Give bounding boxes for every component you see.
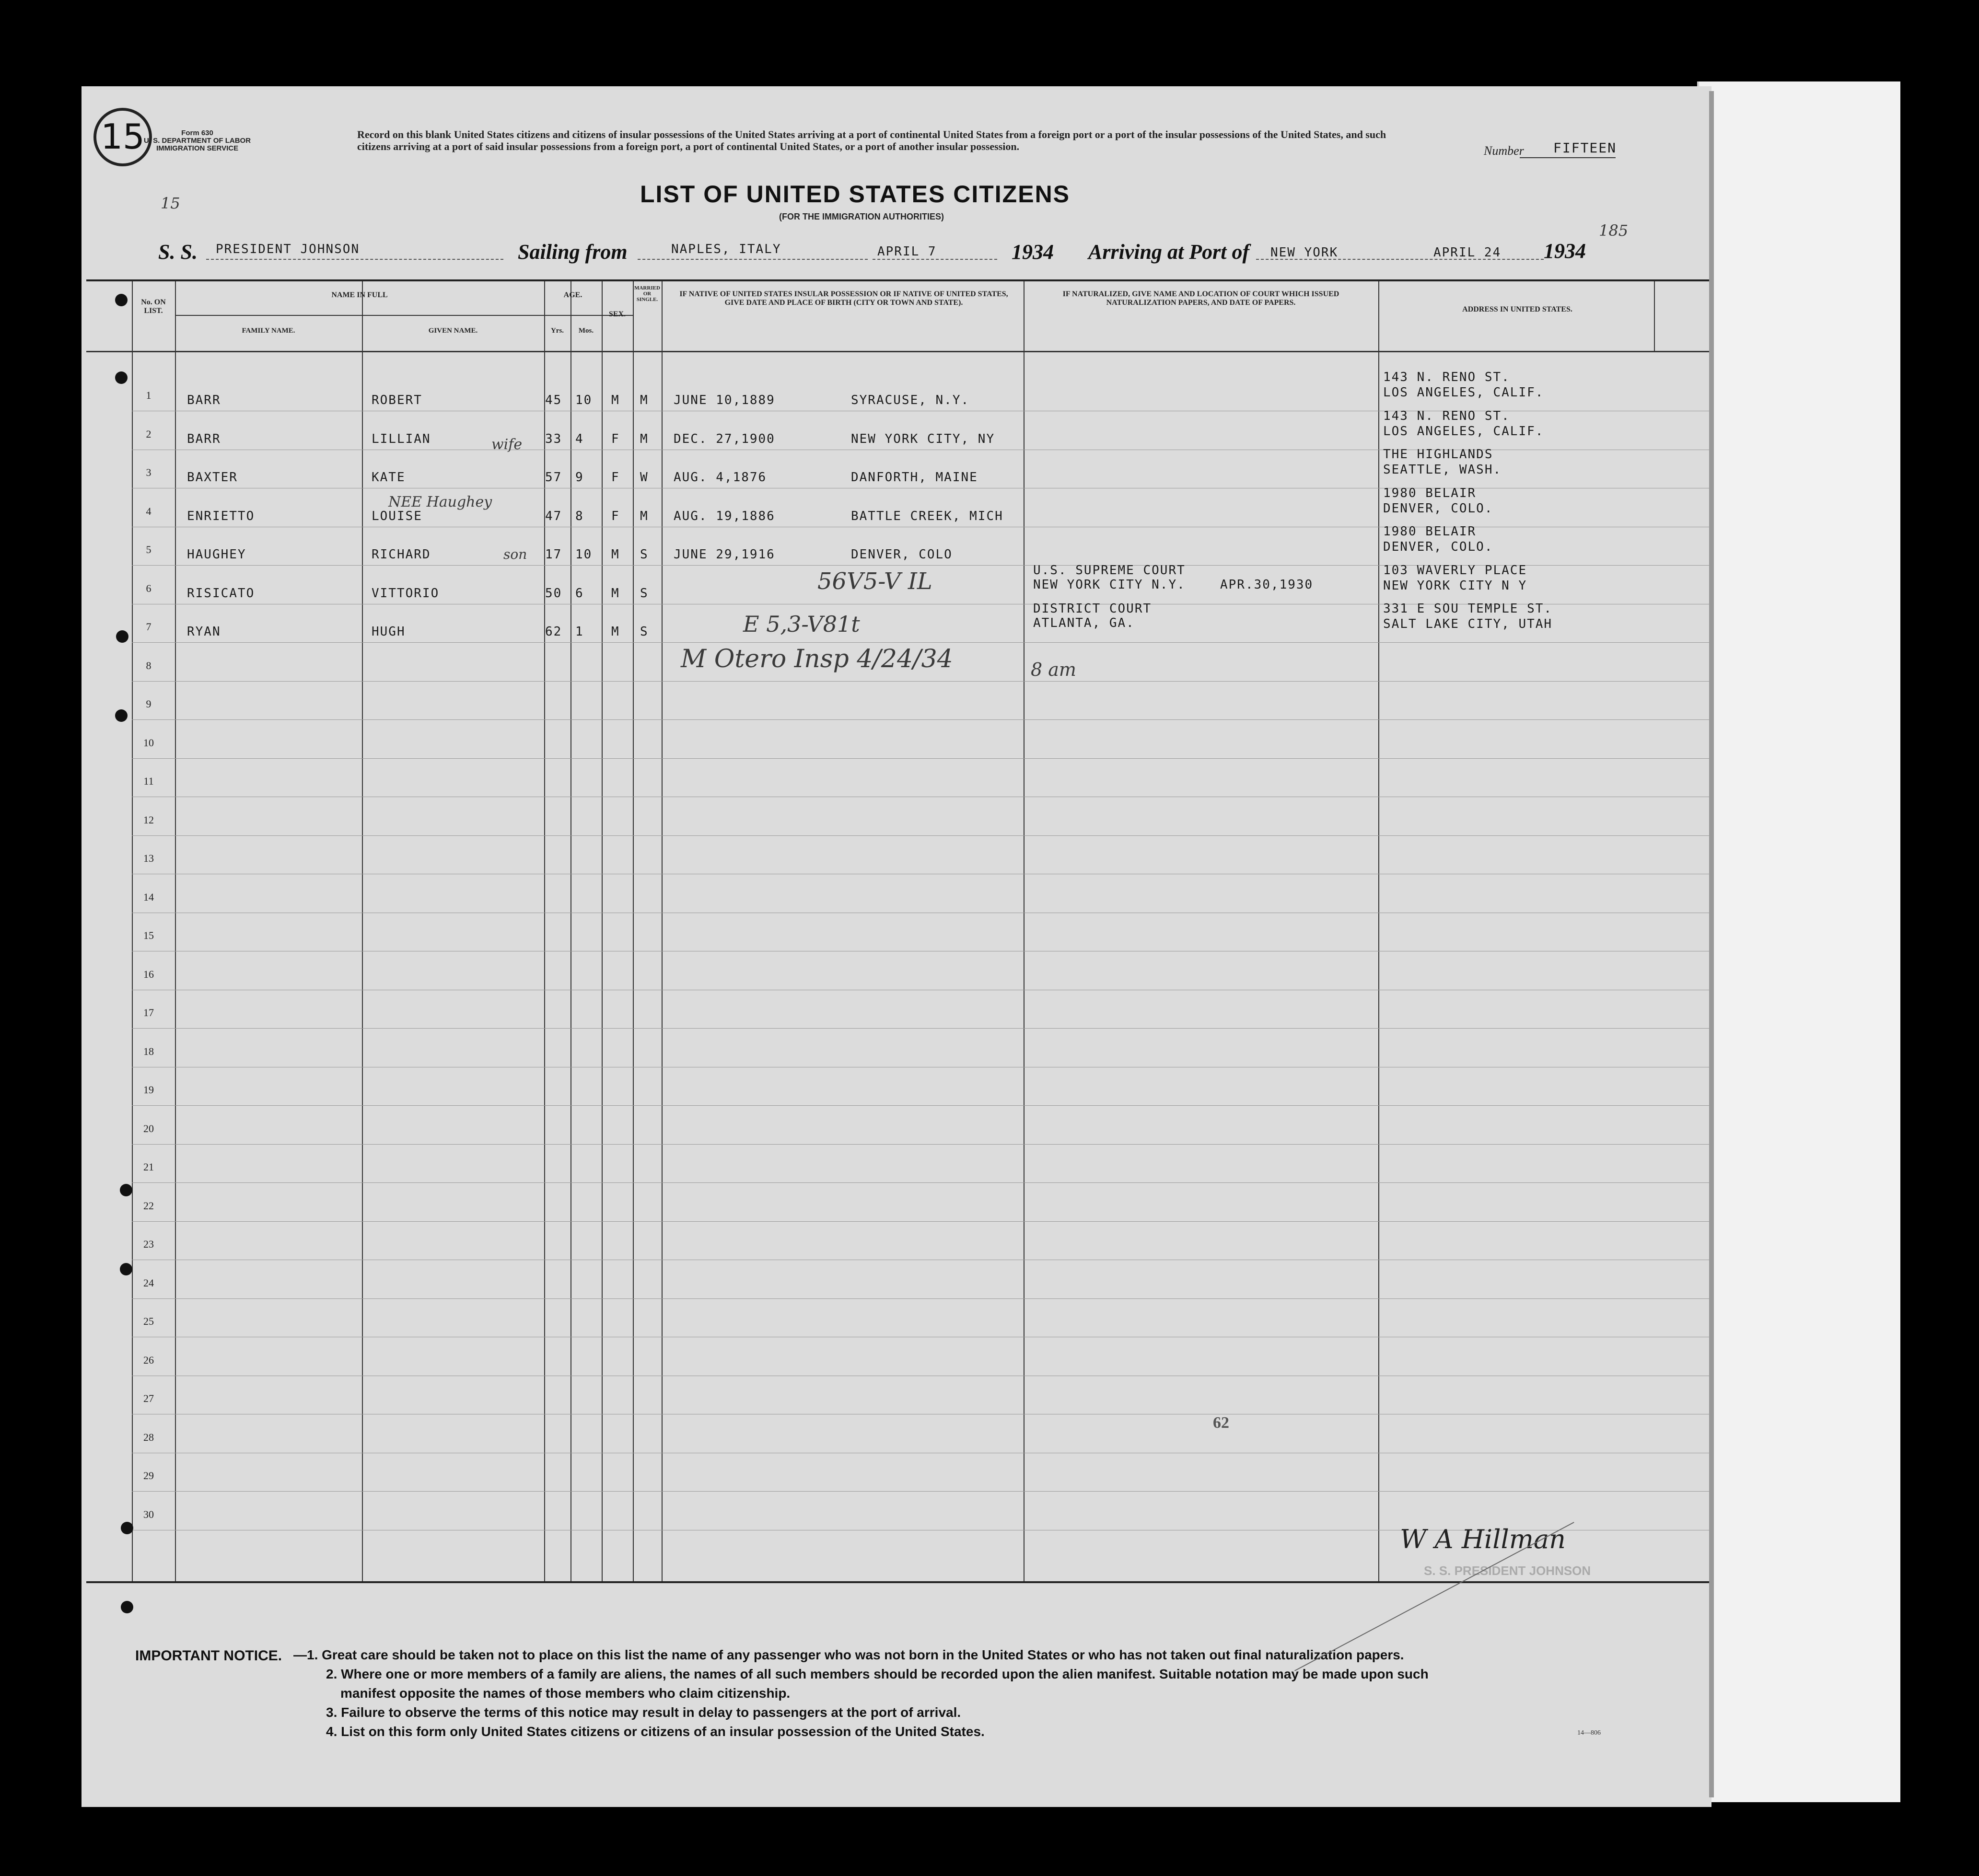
row-number: 5 (146, 544, 151, 556)
arrival-date: APRIL 24 (1433, 245, 1502, 260)
form-instructions: Record on this blank United States citizens and citizens of insular possessions of the United States arriving at a port of continental United States from a foreign port or a port of the insular possessions of the United States, and such citizens arriving at a port of said insular possessions from a foreign port, a port of continental United States, or a port of another insular possession. (357, 128, 1386, 152)
row-number: 15 (143, 929, 154, 941)
binder-hole (121, 1522, 133, 1534)
row-number: 27 (143, 1392, 154, 1404)
column-rule (1654, 281, 1655, 351)
col-header-address: ADDRESS IN UNITED STATES. (1462, 305, 1572, 313)
sheet-binding-edge (1709, 91, 1714, 1797)
binder-hole (121, 1601, 133, 1613)
given-name: LILLIAN (372, 431, 431, 446)
row-number: 2 (146, 428, 151, 440)
footer-form-code: 14—806 (1577, 1729, 1601, 1737)
column-rule (362, 281, 363, 1581)
address-line-1: 143 N. RENO ST. (1383, 370, 1510, 384)
birth-date: JUNE 29,1916 (674, 547, 775, 562)
row-rule (132, 642, 1709, 643)
row-number: 6 (146, 582, 151, 594)
sex: M (611, 547, 620, 562)
age-years: 62 (545, 625, 562, 639)
row-number: 10 (143, 736, 154, 749)
age-months: 8 (575, 509, 584, 523)
sex: M (611, 625, 620, 639)
col-header-sex: SEX. (608, 310, 626, 318)
court-location: NEW YORK CITY N.Y. (1033, 577, 1186, 592)
birth-place: SYRACUSE, N.Y. (851, 393, 970, 407)
row-rule (132, 719, 1709, 720)
column-rule (1378, 281, 1379, 1581)
page-stamp: 62 (1213, 1414, 1229, 1432)
col-header-married: MARRIED OR SINGLE. (634, 285, 660, 302)
birth-date: JUNE 10,1889 (674, 393, 775, 407)
row-rule (132, 1298, 1709, 1299)
col-header-naturalized: IF NATURALIZED, GIVE NAME AND LOCATION OF COURT WHICH ISSUED NATURALIZATION PAPERS, AND DATE OF PAPERS. (1062, 290, 1339, 307)
notice-title: IMPORTANT NOTICE. (135, 1648, 282, 1664)
row-number: 28 (143, 1431, 154, 1443)
marital-status: S (640, 547, 649, 562)
row-number: 16 (143, 968, 154, 980)
row-number: 20 (143, 1122, 154, 1135)
marital-status: M (640, 393, 649, 407)
age-years: 45 (545, 393, 562, 407)
given-name: RICHARD (372, 547, 431, 562)
form-identifier (144, 129, 251, 152)
column-rule (633, 281, 634, 1581)
circled-page-number: 15 (93, 108, 152, 166)
marital-status: M (640, 509, 649, 523)
binder-hole (115, 371, 128, 384)
row-number: 11 (143, 775, 154, 787)
family-name: HAUGHEY (187, 547, 246, 562)
binder-hole (115, 294, 128, 306)
row-number: 14 (143, 891, 154, 903)
marital-status: S (640, 586, 649, 601)
sex: M (611, 586, 620, 601)
birth-place: DANFORTH, MAINE (851, 470, 978, 485)
row-rule (132, 1221, 1709, 1222)
binder-hole (116, 630, 128, 643)
sailing-year: 1934 (1012, 240, 1054, 264)
birth-place: DENVER, COLO (851, 547, 953, 562)
col-header-family: FAMILY NAME. (242, 327, 295, 335)
address-line-2: DENVER, COLO. (1383, 540, 1493, 554)
naturalization-date: APR.30,1930 (1220, 577, 1314, 592)
ship-name: PRESIDENT JOHNSON (216, 242, 360, 256)
row-number: 22 (143, 1199, 154, 1212)
row-number: 8 (146, 659, 151, 672)
document-subtitle: (FOR THE IMMIGRATION AUTHORITIES) (779, 212, 944, 221)
binder-hole (115, 709, 128, 722)
col-header-yrs: Yrs. (550, 327, 564, 335)
address-line-1: 103 WAVERLY PLACE (1383, 563, 1527, 578)
address-line-1: 1980 BELAIR (1383, 486, 1477, 500)
handwritten-ryan-note: E 5,3-V81t (743, 611, 860, 637)
row-rule (132, 1182, 1709, 1183)
row-number: 21 (143, 1161, 154, 1173)
address-line-1: 331 E SOU TEMPLE ST. (1383, 602, 1553, 616)
col-header-given: GIVEN NAME. (428, 327, 478, 335)
sailing-port-underline (638, 259, 868, 260)
department-name: U. S. DEPARTMENT OF LABOR (144, 137, 251, 145)
sex: M (611, 393, 620, 407)
marital-status: W (640, 470, 649, 485)
address-line-1: 1980 BELAIR (1383, 524, 1477, 539)
address-line-2: SEATTLE, WASH. (1383, 463, 1502, 477)
row-number: 26 (143, 1354, 154, 1366)
marital-status: S (640, 625, 649, 639)
row-number: 24 (143, 1276, 154, 1289)
row-rule (132, 758, 1709, 759)
row-number: 1 (146, 389, 151, 401)
row-number: 13 (143, 852, 154, 864)
column-rule (602, 281, 603, 1581)
court-location: ATLANTA, GA. (1033, 616, 1135, 630)
row-number: 4 (146, 505, 151, 517)
column-rule (132, 281, 133, 1581)
row-rule (132, 835, 1709, 836)
age-months: 10 (575, 547, 593, 562)
family-name: BARR (187, 393, 221, 407)
birth-date: AUG. 4,1876 (674, 470, 767, 485)
ship-stamp: S. S. PRESIDENT JOHNSON (1424, 1563, 1591, 1578)
sailing-date: APRIL 7 (877, 244, 937, 259)
address-line-2: NEW YORK CITY N Y (1383, 578, 1527, 593)
col-header-birth: IF NATIVE OF UNITED STATES INSULAR POSSESSION OR IF NATIVE OF UNITED STATES, GIVE DATE AND PLACE OF BIRTH (CITY OR TOWN AND STATE). (679, 290, 1008, 307)
form-number: Form 630 (181, 129, 213, 137)
ss-label: S. S. (158, 240, 198, 264)
handwritten-son-note: son (503, 546, 527, 562)
handwritten-time-note: 8 am (1031, 659, 1076, 680)
address-line-2: LOS ANGELES, CALIF. (1383, 424, 1544, 439)
row-number: 29 (143, 1470, 154, 1482)
passenger-table (86, 279, 1709, 1583)
row-number: 17 (143, 1007, 154, 1019)
notice-item-2: 2. Where one or more members of a family are aliens, the names of all such members should be recorded upon the alien manifest. Suitable notation may be made upon such (326, 1667, 1429, 1681)
row-rule (132, 1144, 1709, 1145)
row-number: 25 (143, 1315, 154, 1327)
family-name: BAXTER (187, 470, 238, 485)
row-number: 23 (143, 1238, 154, 1250)
age-months: 1 (575, 625, 584, 639)
birth-date: DEC. 27,1900 (674, 431, 775, 446)
binder-hole (120, 1184, 132, 1196)
handwritten-risicato-note: 56V5-V IL (817, 568, 932, 595)
age-months: 4 (575, 431, 584, 446)
inspector-signature: M Otero Insp 4/24/34 (681, 645, 953, 673)
given-name: ROBERT (372, 393, 422, 407)
row-number: 3 (146, 466, 151, 478)
row-rule (132, 1028, 1709, 1029)
year-correction-mark: 185 (1599, 221, 1629, 240)
birth-place: NEW YORK CITY, NY (851, 431, 995, 446)
notice-item-3: 3. Failure to observe the terms of this notice may result in delay to passengers at the port of arrival. (326, 1705, 961, 1720)
row-rule (132, 1105, 1709, 1106)
notice-item-2-continued: manifest opposite the names of those members who claim citizenship. (340, 1686, 791, 1701)
row-number: 30 (143, 1508, 154, 1520)
given-name: LOUISE (372, 509, 422, 523)
row-rule (132, 1491, 1709, 1492)
given-name: VITTORIO (372, 586, 440, 601)
back-sheet (1697, 81, 1900, 1802)
col-header-age: AGE. (563, 291, 582, 299)
arriving-label: Arriving at Port of (1088, 240, 1250, 264)
given-name: HUGH (372, 625, 406, 639)
list-number-value: FIFTEEN (1553, 140, 1617, 156)
age-months: 9 (575, 470, 584, 485)
number-label: Number (1484, 144, 1524, 158)
birth-date: AUG. 19,1886 (674, 509, 775, 523)
subheader-rule (175, 315, 633, 316)
handwritten-wife-note: wife (491, 436, 523, 453)
court-name: U.S. SUPREME COURT (1033, 563, 1186, 578)
row-number: 9 (146, 698, 151, 710)
handwritten-page-number: 15 (161, 194, 180, 212)
age-years: 33 (545, 431, 562, 446)
number-underline (1520, 157, 1616, 158)
col-header-mos: Mos. (578, 327, 594, 335)
header-rule (86, 351, 1709, 352)
column-rule (662, 281, 663, 1581)
age-years: 17 (545, 547, 562, 562)
age-months: 6 (575, 586, 584, 601)
binder-hole (120, 1263, 132, 1275)
row-rule (132, 681, 1709, 682)
column-rule (570, 281, 571, 1581)
column-rule (175, 281, 176, 1581)
address-line-2: LOS ANGELES, CALIF. (1383, 385, 1544, 400)
family-name: BARR (187, 431, 221, 446)
arrival-year: 1934 (1544, 239, 1586, 263)
row-number: 18 (143, 1045, 154, 1057)
address-line-1: 143 N. RENO ST. (1383, 408, 1510, 423)
address-line-1: THE HIGHLANDS (1383, 447, 1493, 462)
col-header-no: No. ON LIST. (141, 298, 166, 315)
document-title: LIST OF UNITED STATES CITIZENS (640, 181, 1071, 208)
court-name: DISTRICT COURT (1033, 602, 1152, 616)
sex: F (611, 431, 620, 446)
birth-place: BATTLE CREEK, MICH (851, 509, 1003, 523)
age-years: 47 (545, 509, 562, 523)
marital-status: M (640, 431, 649, 446)
sailing-from-label: Sailing from (518, 240, 628, 264)
row-number: 7 (146, 621, 151, 633)
notice-item-1: —1. Great care should be taken not to place on this list the name of any passenger who was not born in the United States or who has not taken out final naturalization papers. (293, 1647, 1404, 1662)
age-months: 10 (575, 393, 593, 407)
given-name: KATE (372, 470, 406, 485)
ship-underline (206, 259, 503, 260)
sex: F (611, 509, 620, 523)
age-years: 57 (545, 470, 562, 485)
family-name: RYAN (187, 625, 221, 639)
handwritten-nee-note: NEE Haughey (388, 494, 492, 510)
arrival-port: NEW YORK (1270, 245, 1339, 260)
family-name: RISICATO (187, 586, 255, 601)
sailing-port: NAPLES, ITALY (671, 242, 781, 256)
notice-item-4: 4. List on this form only United States citizens or citizens of an insular possession of the United States. (326, 1724, 985, 1739)
family-name: ENRIETTO (187, 509, 255, 523)
sailing-date-underline (873, 259, 997, 260)
officer-signature: W A Hillman (1400, 1524, 1566, 1554)
sex: F (611, 470, 620, 485)
col-header-name: NAME IN FULL (331, 291, 388, 299)
address-line-2: DENVER, COLO. (1383, 501, 1493, 516)
address-line-2: SALT LAKE CITY, UTAH (1383, 617, 1553, 631)
age-years: 50 (545, 586, 562, 601)
service-name: IMMIGRATION SERVICE (156, 144, 239, 152)
row-number: 19 (143, 1084, 154, 1096)
row-number: 12 (143, 813, 154, 826)
